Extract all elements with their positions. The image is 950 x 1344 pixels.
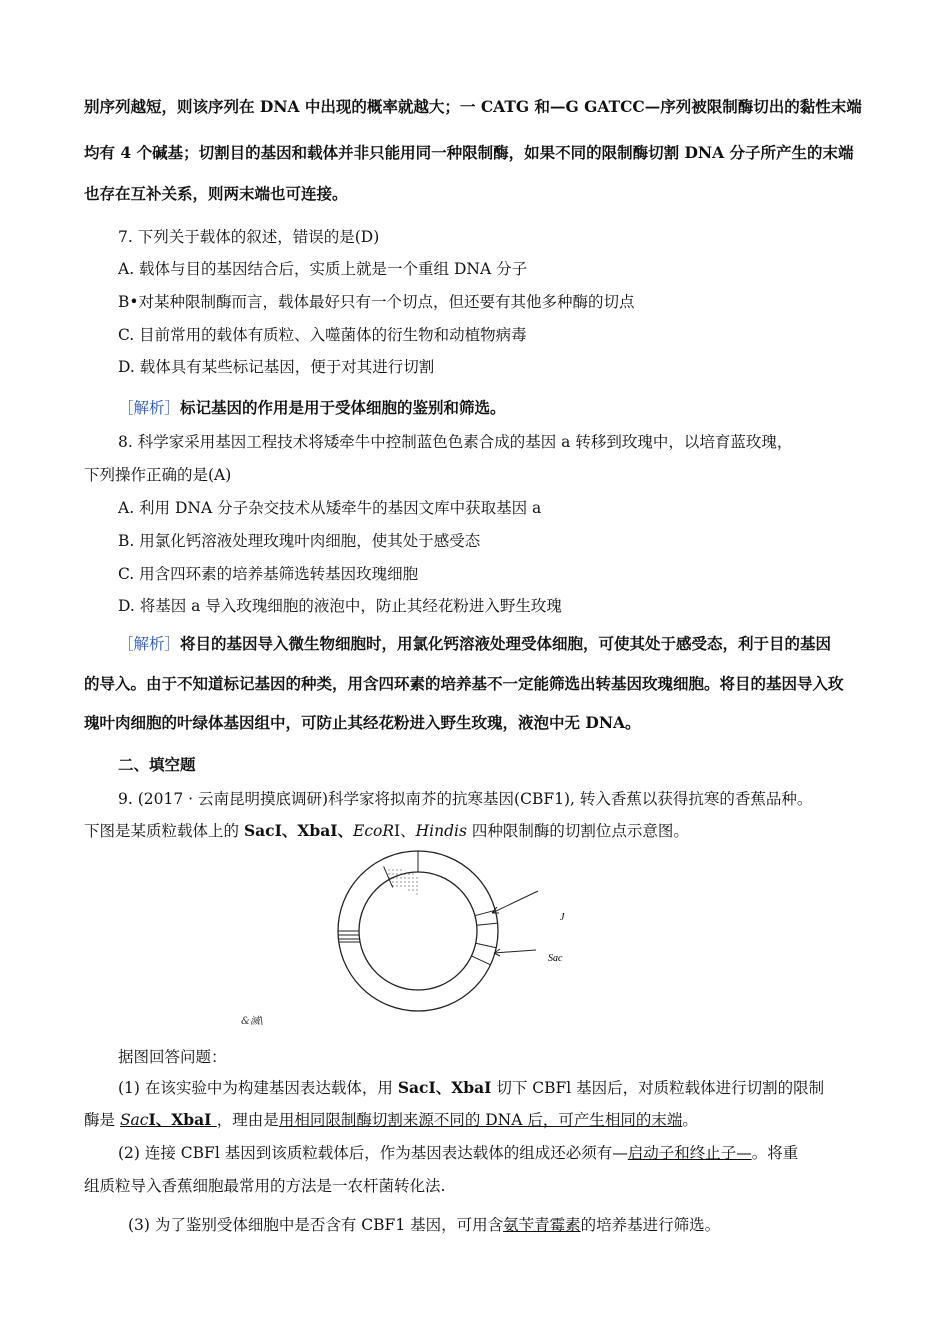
q8-stem-cont: 下列操作正确的是(A) — [84, 466, 232, 484]
plasmid-diagram — [240, 845, 580, 1020]
q7-stem: 7. 下列关于载体的叙述，错误的是(D) — [118, 228, 380, 246]
q9-sub2-cont: 组质粒导入香蕉细胞最常用的方法是一农杆菌转化法. — [84, 1177, 446, 1195]
paragraph-line: 也存在互补关系，则两末端也可连接。 — [84, 184, 348, 203]
analysis-tag: ［解析］ — [118, 399, 181, 417]
q9-sub1-cont: 酶是 SacI、XbaI ，理由是用相同限制酶切割来源不同的 DNA 后，可产生相同的末端。 — [84, 1110, 698, 1129]
q8-option-a: A. 利用 DNA 分子杂交技术从矮牵牛的基因文库中获取基因 a — [118, 499, 542, 517]
q9-sub1: (1) 在该实验中为构建基因表达载体，用 SacI、XbaI 切下 CBFl 基因后，对质粒载体进行切割的限制 — [118, 1078, 825, 1097]
q9-sub2: (2) 连接 CBFl 基因到该质粒载体后，作为基因表达载体的组成还必须有—启动子和终止子—。将重 — [118, 1144, 799, 1162]
q7-option-d: D. 载体具有某些标记基因，便于对其进行切割 — [118, 358, 435, 376]
q9-stem: 9. (2017 · 云南昆明摸底调研)科学家将拟南芥的抗寒基因(CBF1), 转入香蕉以获得抗寒的香蕉品种。 — [118, 790, 813, 808]
paragraph-line: 别序列越短，则该序列在 DNA 中出现的概率就越大；一 CATG 和—G GATCC—序列被限制酶切出的黏性末端 — [84, 97, 862, 116]
diagram-label: Sac — [548, 953, 563, 964]
q8-stem: 8. 科学家采用基因工程技术将矮牵牛中控制蓝色色素合成的基因 a 转移到玫瑰中，以培育蓝玫瑰， — [118, 433, 793, 451]
analysis-tag: ［解析］ — [118, 635, 181, 653]
q7-option-c: C. 目前常用的载体有质粒、入噬菌体的衍生物和动植物病毒 — [118, 326, 527, 344]
plasmid-ring — [338, 851, 498, 1011]
q8-option-b: B. 用氯化钙溶液处理玫瑰叶肉细胞，使其处于感受态 — [118, 532, 481, 550]
diagram-label: J — [560, 912, 565, 923]
q8-option-c: C. 用含四环素的培养基筛选转基因玫瑰细胞 — [118, 565, 419, 583]
q7-option-b: B•对某种限制酶而言，载体最好只有一个切点，但还要有其他多种酶的切点 — [118, 293, 635, 311]
q8-analysis: ［解析］将目的基因导入微生物细胞时，用氯化钙溶液处理受体细胞，可使其处于感受态，利于目的基因 — [118, 634, 832, 653]
q9-sub3: (3) 为了鉴别受体细胞中是否含有 CBF1 基因，可用含氨苄青霉素的培养基进行筛选。 — [128, 1216, 721, 1234]
q7-analysis: ［解析］标记基因的作用是用于受体细胞的鉴别和筛选。 — [118, 398, 506, 417]
section-heading: 二、填空题 — [118, 755, 196, 774]
q9-prompt: 据图回答问题： — [118, 1048, 227, 1066]
q9-stem-cont: 下图是某质粒载体上的 SacI、XbaI、EcoRI、Hindis 四种限制酶的切割位点示意图。 — [84, 821, 689, 840]
paragraph-line: 均有 4 个碱基；切割目的基因和载体并非只能用同一种限制酶，如果不同的限制酶切割 DNA 分子所产生的末端 — [84, 143, 854, 162]
q8-analysis-line: 的导入。由于不知道标记基因的种类，用含四环素的培养基不一定能筛选出转基因玫瑰细胞。将目的基因导入玫 — [84, 674, 844, 693]
figure-tag: &滅\ — [241, 1016, 264, 1027]
cut-site-arrows — [492, 891, 538, 956]
q7-option-a: A. 载体与目的基因结合后，实质上就是一个重组 DNA 分子 — [118, 260, 528, 278]
q8-analysis-line: 瑰叶肉细胞的叶绿体基因组中，可防止其经花粉进入野生玫瑰，液泡中无 DNA。 — [84, 713, 641, 732]
q8-option-d: D. 将基因 a 导入玫瑰细胞的液泡中，防止其经花粉进入野生玫瑰 — [118, 597, 562, 615]
